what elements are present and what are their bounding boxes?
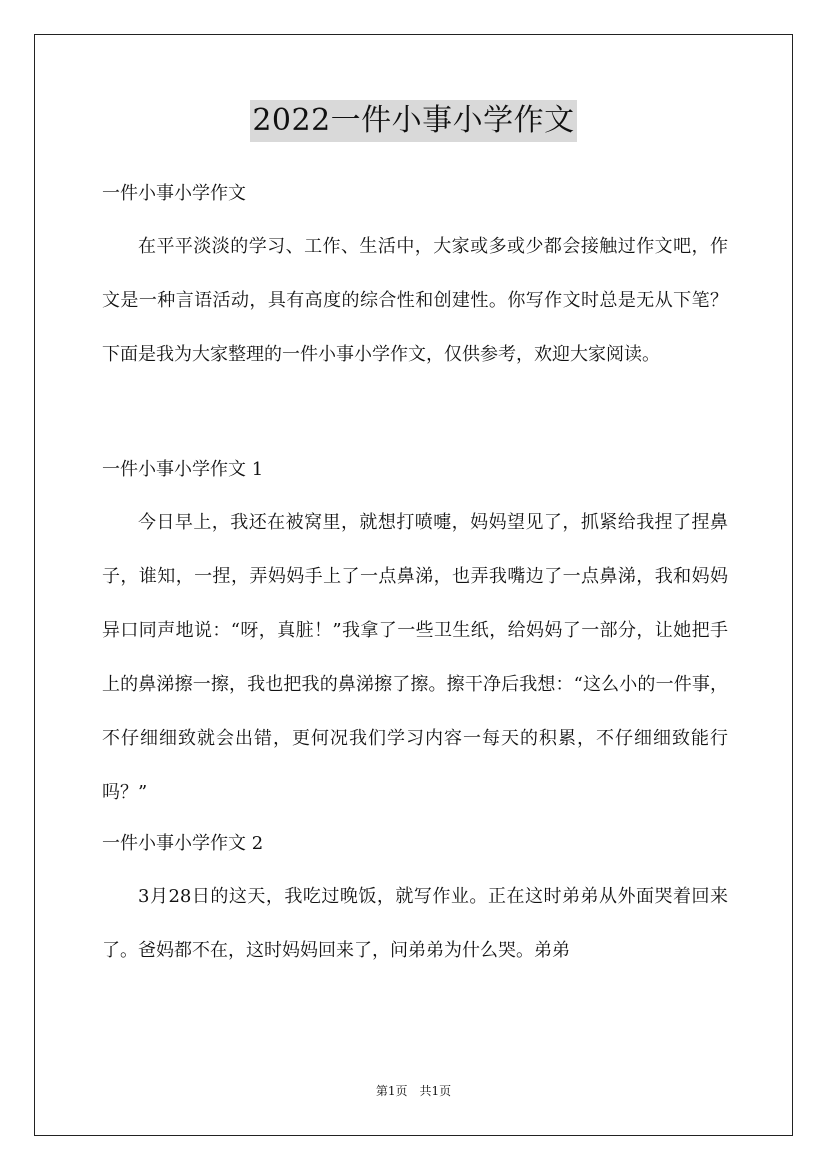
section-2-heading: 一件小事小学作文 2 [102,833,264,854]
intro-heading: 一件小事小学作文 [102,183,246,204]
blank-line [102,382,728,436]
section-1-paragraph: 今日早上，我还在被窝里，就想打喷嚏，妈妈望见了，抓紧给我捏了捏鼻子，谁知，一捏，弄妈妈手上了一点鼻涕，也弄我嘴边了一点鼻涕，我和妈妈异口同声地说：“呀，真脏！”我拿了一些卫生纸，给妈妈了一部分，让她把手上的鼻涕擦一擦，我也把我的鼻涕擦了擦。擦干净后我想：“这么小的一件事，不仔细细致就会出错，更何况我们学习内容一每天的积累，不仔细细致能行吗？” [102,512,728,803]
intro-paragraph: 在平平淡淡的学习、工作、生活中，大家或多或少都会接触过作文吧，作文是一种言语活动，具有高度的综合性和创建性。你写作文时总是无从下笔？下面是我为大家整理的一件小事小学作文，仅供参考，欢迎大家阅读。 [102,236,728,365]
section-2-paragraph: 3月28日的这天，我吃过晚饭，就写作业。正在这时弟弟从外面哭着回来了。爸妈都不在，这时妈妈回来了，问弟弟为什么哭。弟弟 [102,886,728,961]
title-container [0,100,827,142]
document-body [102,174,728,978]
section-1-heading: 一件小事小学作文 1 [102,459,264,480]
document-title: 2022一件小事小学作文 [250,100,576,142]
page-footer: 第1页 共1页 [375,1084,452,1098]
